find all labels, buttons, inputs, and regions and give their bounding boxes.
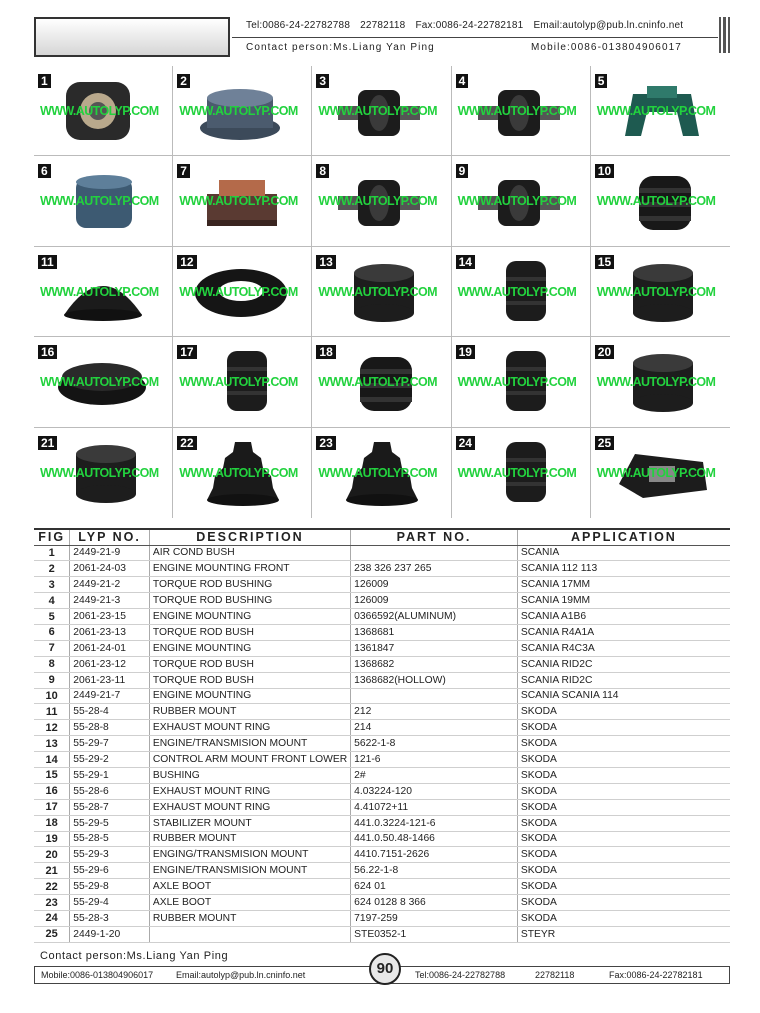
description-cell: EXHAUST MOUNT RING (149, 783, 350, 799)
table-row (34, 593, 730, 609)
product-cell (452, 156, 591, 246)
lyp-no-cell: 55-29-6 (70, 863, 150, 879)
fig-cell: 15 (34, 767, 70, 783)
lyp-no-cell: 55-28-5 (70, 831, 150, 847)
application-cell: SKODA (517, 831, 730, 847)
application-cell: SCANIA RID2C (517, 656, 730, 672)
application-cell: SKODA (517, 815, 730, 831)
watermark-text: WWW.AUTOLYP.COM (318, 375, 437, 390)
product-number: 18 (316, 345, 335, 359)
watermark-text: WWW.AUTOLYP.COM (596, 104, 716, 118)
watermark-text: WWW.AUTOLYP.COM (40, 104, 159, 118)
product-number: 19 (456, 345, 475, 359)
footer-email: Email:autolyp@pub.ln.cninfo.net (176, 970, 306, 980)
header-contact-line (246, 20, 693, 31)
header-logo-box (34, 17, 230, 57)
col-description-header: DESCRIPTION (149, 529, 350, 545)
application-cell: SKODA (517, 910, 730, 926)
fig-cell: 5 (34, 609, 70, 625)
fig-cell: 20 (34, 847, 70, 863)
watermark-text: WWW.AUTOLYP.COM (40, 284, 159, 299)
product-cell (312, 156, 451, 246)
description-cell: BUSHING (149, 767, 350, 783)
product-cell (591, 337, 730, 427)
description-cell: EXHAUST MOUNT RING (149, 799, 350, 815)
product-number: 8 (316, 164, 329, 178)
lyp-no-cell: 55-29-7 (70, 736, 150, 752)
part-no-cell: STE0352-1 (351, 926, 518, 942)
product-cell (591, 156, 730, 246)
lyp-no-cell: 55-29-3 (70, 847, 150, 863)
part-no-cell: 4410.7151-2626 (351, 847, 518, 863)
footer-tel: Tel:0086-24-22782788 (415, 970, 506, 980)
fig-cell: 19 (34, 831, 70, 847)
product-cell (452, 337, 591, 427)
product-cell (173, 156, 312, 246)
table-row (34, 688, 730, 704)
fig-cell: 10 (34, 688, 70, 704)
watermark-text: WWW.AUTOLYP.COM (457, 104, 577, 118)
fig-cell: 13 (34, 736, 70, 752)
fig-cell: 7 (34, 640, 70, 656)
part-no-cell: 1368682(HOLLOW) (351, 672, 518, 688)
product-number: 9 (456, 164, 469, 178)
product-number: 13 (316, 255, 335, 269)
watermark-text: WWW.AUTOLYP.COM (40, 194, 159, 209)
watermark-text: WWW.AUTOLYP.COM (596, 284, 716, 299)
fig-cell: 23 (34, 895, 70, 911)
application-cell: SKODA (517, 752, 730, 768)
col-application-header: APPLICATION (517, 529, 730, 545)
table-row (34, 624, 730, 640)
product-cell (591, 247, 730, 337)
table-row (34, 561, 730, 577)
part-no-cell: 56.22-1-8 (351, 863, 518, 879)
header-email: Email:autolyp@pub.ln.cninfo.net (533, 20, 684, 31)
lyp-no-cell: 2449-21-2 (70, 577, 150, 593)
part-no-cell: 1368682 (351, 656, 518, 672)
application-cell: SKODA (517, 799, 730, 815)
product-cell (312, 337, 451, 427)
product-cell (34, 247, 173, 337)
part-no-cell: 0366592(ALUMINUM) (351, 609, 518, 625)
lyp-no-cell: 55-28-7 (70, 799, 150, 815)
application-cell: SCANIA R4C3A (517, 640, 730, 656)
watermark-text: WWW.AUTOLYP.COM (596, 465, 716, 480)
description-cell: TORQUE ROD BUSHING (149, 593, 350, 609)
header-contact-person: Contact person:Ms.Liang Yan Ping (246, 42, 435, 53)
product-number: 25 (595, 436, 614, 450)
product-number: 1 (38, 74, 51, 88)
header-person-line (246, 42, 682, 53)
fig-cell: 24 (34, 910, 70, 926)
table-row (34, 736, 730, 752)
fig-cell: 21 (34, 863, 70, 879)
product-number: 4 (456, 74, 469, 88)
col-partno-header: PART NO. (351, 529, 518, 545)
fig-cell: 22 (34, 879, 70, 895)
description-cell: RUBBER MOUNT (149, 831, 350, 847)
product-number: 10 (595, 164, 614, 178)
watermark-text: WWW.AUTOLYP.COM (318, 284, 437, 299)
description-cell: TORQUE ROD BUSH (149, 624, 350, 640)
watermark-text: WWW.AUTOLYP.COM (457, 465, 577, 480)
lyp-no-cell: 55-29-8 (70, 879, 150, 895)
part-no-cell: 441.0.3224-121-6 (351, 815, 518, 831)
table-row (34, 672, 730, 688)
part-no-cell: 126009 (351, 593, 518, 609)
product-number: 17 (177, 345, 196, 359)
product-cell (591, 428, 730, 518)
fig-cell: 25 (34, 926, 70, 942)
watermark-text: WWW.AUTOLYP.COM (318, 194, 437, 209)
fig-cell: 16 (34, 783, 70, 799)
fig-cell: 18 (34, 815, 70, 831)
part-no-cell: 212 (351, 704, 518, 720)
product-number: 3 (316, 74, 329, 88)
product-number: 23 (316, 436, 335, 450)
product-number: 21 (38, 436, 57, 450)
footer-mobile: Mobile:0086-013804906017 (41, 970, 154, 980)
table-row (34, 545, 730, 561)
description-cell: RUBBER MOUNT (149, 910, 350, 926)
description-cell: ENGINE MOUNTING FRONT (149, 561, 350, 577)
col-fig-header: FIG (34, 529, 70, 545)
product-number: 6 (38, 164, 51, 178)
application-cell: SKODA (517, 863, 730, 879)
application-cell: SKODA (517, 736, 730, 752)
table-header-row (34, 529, 730, 545)
description-cell: TORQUE ROD BUSHING (149, 577, 350, 593)
parts-table (34, 528, 730, 943)
fig-cell: 8 (34, 656, 70, 672)
header-tel: Tel:0086-24-22782788 (246, 20, 351, 31)
product-number: 2 (177, 74, 190, 88)
lyp-no-cell: 55-29-4 (70, 895, 150, 911)
application-cell: STEYR (517, 926, 730, 942)
part-no-cell: 624 01 (351, 879, 518, 895)
lyp-no-cell: 55-28-3 (70, 910, 150, 926)
application-cell: SKODA (517, 720, 730, 736)
product-cell (34, 66, 173, 156)
footer-contact-person: Contact person:Ms.Liang Yan Ping (40, 950, 229, 962)
product-cell (34, 428, 173, 518)
description-cell: ENGINE MOUNTING (149, 640, 350, 656)
part-no-cell (351, 545, 518, 561)
product-cell (173, 337, 312, 427)
watermark-text: WWW.AUTOLYP.COM (179, 465, 298, 480)
watermark-text: WWW.AUTOLYP.COM (318, 465, 437, 480)
fig-cell: 3 (34, 577, 70, 593)
watermark-text: WWW.AUTOLYP.COM (596, 194, 716, 209)
product-number: 14 (456, 255, 475, 269)
lyp-no-cell: 2061-24-03 (70, 561, 150, 577)
lyp-no-cell: 2449-21-3 (70, 593, 150, 609)
table-row (34, 704, 730, 720)
description-cell: ENGINE/TRANSMISION MOUNT (149, 863, 350, 879)
product-cell (312, 247, 451, 337)
fig-cell: 12 (34, 720, 70, 736)
product-cell (452, 428, 591, 518)
application-cell: SKODA (517, 879, 730, 895)
fig-cell: 9 (34, 672, 70, 688)
product-number: 11 (38, 255, 57, 269)
application-cell: SCANIA SCANIA 114 (517, 688, 730, 704)
product-cell (312, 66, 451, 156)
product-number: 22 (177, 436, 196, 450)
part-no-cell: 5622-1-8 (351, 736, 518, 752)
description-cell: ENGINE MOUNTING (149, 688, 350, 704)
description-cell: EXHAUST MOUNT RING (149, 720, 350, 736)
description-cell: AXLE BOOT (149, 879, 350, 895)
fig-cell: 11 (34, 704, 70, 720)
product-cell (173, 428, 312, 518)
table-row (34, 577, 730, 593)
col-lyp-header: LYP NO. (70, 529, 150, 545)
application-cell: SKODA (517, 783, 730, 799)
part-no-cell: 121-6 (351, 752, 518, 768)
description-cell: ENGINE MOUNTING (149, 609, 350, 625)
application-cell: SCANIA 17MM (517, 577, 730, 593)
application-cell: SKODA (517, 704, 730, 720)
lyp-no-cell: 2061-23-11 (70, 672, 150, 688)
watermark-text: WWW.AUTOLYP.COM (40, 375, 159, 390)
product-number: 12 (177, 255, 196, 269)
header-tel2: 22782118 (360, 20, 406, 31)
watermark-text: WWW.AUTOLYP.COM (179, 104, 298, 118)
fig-cell: 2 (34, 561, 70, 577)
application-cell: SCANIA 19MM (517, 593, 730, 609)
product-grid (34, 66, 730, 518)
product-number: 7 (177, 164, 190, 178)
table-row (34, 926, 730, 942)
application-cell: SKODA (517, 847, 730, 863)
table-row (34, 831, 730, 847)
product-number: 5 (595, 74, 608, 88)
application-cell: SCANIA RID2C (517, 672, 730, 688)
description-cell: AXLE BOOT (149, 895, 350, 911)
header-mobile: Mobile:0086-013804906017 (531, 42, 682, 53)
application-cell: SCANIA A1B6 (517, 609, 730, 625)
product-number: 24 (456, 436, 475, 450)
description-cell: TORQUE ROD BUSH (149, 672, 350, 688)
watermark-text: WWW.AUTOLYP.COM (596, 375, 716, 390)
table-row (34, 752, 730, 768)
product-cell (452, 247, 591, 337)
fig-cell: 17 (34, 799, 70, 815)
application-cell: SKODA (517, 767, 730, 783)
header-decor-bars (719, 17, 731, 53)
application-cell: SKODA (517, 895, 730, 911)
table-row (34, 720, 730, 736)
part-no-cell: 2# (351, 767, 518, 783)
product-cell (312, 428, 451, 518)
lyp-no-cell: 2449-21-9 (70, 545, 150, 561)
watermark-text: WWW.AUTOLYP.COM (179, 194, 298, 209)
product-cell (34, 337, 173, 427)
fig-cell: 14 (34, 752, 70, 768)
page-number: 90 (369, 953, 401, 985)
table-row (34, 879, 730, 895)
product-cell (34, 156, 173, 246)
lyp-no-cell: 55-28-4 (70, 704, 150, 720)
watermark-text: WWW.AUTOLYP.COM (457, 375, 577, 390)
lyp-no-cell: 2061-24-01 (70, 640, 150, 656)
header-fax: Fax:0086-24-22782181 (415, 20, 524, 31)
application-cell: SCANIA (517, 545, 730, 561)
lyp-no-cell: 55-28-6 (70, 783, 150, 799)
description-cell: ENGING/TRANSMISION MOUNT (149, 847, 350, 863)
watermark-text: WWW.AUTOLYP.COM (179, 284, 298, 299)
watermark-text: WWW.AUTOLYP.COM (179, 375, 298, 390)
table-row (34, 640, 730, 656)
lyp-no-cell: 2061-23-15 (70, 609, 150, 625)
table-row (34, 895, 730, 911)
description-cell: STABILIZER MOUNT (149, 815, 350, 831)
description-cell: CONTROL ARM MOUNT FRONT LOWER (149, 752, 350, 768)
watermark-text: WWW.AUTOLYP.COM (457, 194, 577, 209)
part-no-cell: 441.0.50.48-1466 (351, 831, 518, 847)
table-row (34, 783, 730, 799)
table-row (34, 847, 730, 863)
lyp-no-cell: 55-29-5 (70, 815, 150, 831)
part-no-cell: 214 (351, 720, 518, 736)
application-cell: SCANIA R4A1A (517, 624, 730, 640)
product-cell (591, 66, 730, 156)
product-number: 15 (595, 255, 614, 269)
part-no-cell: 4.41072+11 (351, 799, 518, 815)
lyp-no-cell: 2061-23-13 (70, 624, 150, 640)
table-row (34, 863, 730, 879)
part-no-cell: 126009 (351, 577, 518, 593)
lyp-no-cell: 55-29-2 (70, 752, 150, 768)
footer-tel2: 22782118 (535, 970, 575, 980)
description-cell: AIR COND BUSH (149, 545, 350, 561)
watermark-text: WWW.AUTOLYP.COM (40, 465, 159, 480)
part-no-cell: 238 326 237 265 (351, 561, 518, 577)
part-no-cell (351, 688, 518, 704)
lyp-no-cell: 2061-23-12 (70, 656, 150, 672)
lyp-no-cell: 2449-21-7 (70, 688, 150, 704)
watermark-text: WWW.AUTOLYP.COM (318, 104, 437, 118)
part-no-cell: 1368681 (351, 624, 518, 640)
lyp-no-cell: 55-28-8 (70, 720, 150, 736)
table-row (34, 609, 730, 625)
header-divider (232, 37, 718, 38)
table-row (34, 910, 730, 926)
application-cell: SCANIA 112 113 (517, 561, 730, 577)
part-no-cell: 624 0128 8 366 (351, 895, 518, 911)
product-number: 20 (595, 345, 614, 359)
product-number: 16 (38, 345, 57, 359)
description-cell: RUBBER MOUNT (149, 704, 350, 720)
table-row (34, 815, 730, 831)
product-cell (173, 66, 312, 156)
description-cell: TORQUE ROD BUSH (149, 656, 350, 672)
watermark-text: WWW.AUTOLYP.COM (457, 284, 577, 299)
fig-cell: 6 (34, 624, 70, 640)
part-no-cell: 7197-259 (351, 910, 518, 926)
part-no-cell: 4.03224-120 (351, 783, 518, 799)
part-no-cell: 1361847 (351, 640, 518, 656)
lyp-no-cell: 55-29-1 (70, 767, 150, 783)
table-row (34, 799, 730, 815)
footer-fax: Fax:0086-24-22782181 (609, 970, 703, 980)
table-row (34, 767, 730, 783)
fig-cell: 4 (34, 593, 70, 609)
description-cell (149, 926, 350, 942)
lyp-no-cell: 2449-1-20 (70, 926, 150, 942)
fig-cell: 1 (34, 545, 70, 561)
product-cell (173, 247, 312, 337)
product-cell (452, 66, 591, 156)
description-cell: ENGINE/TRANSMISION MOUNT (149, 736, 350, 752)
table-row (34, 656, 730, 672)
